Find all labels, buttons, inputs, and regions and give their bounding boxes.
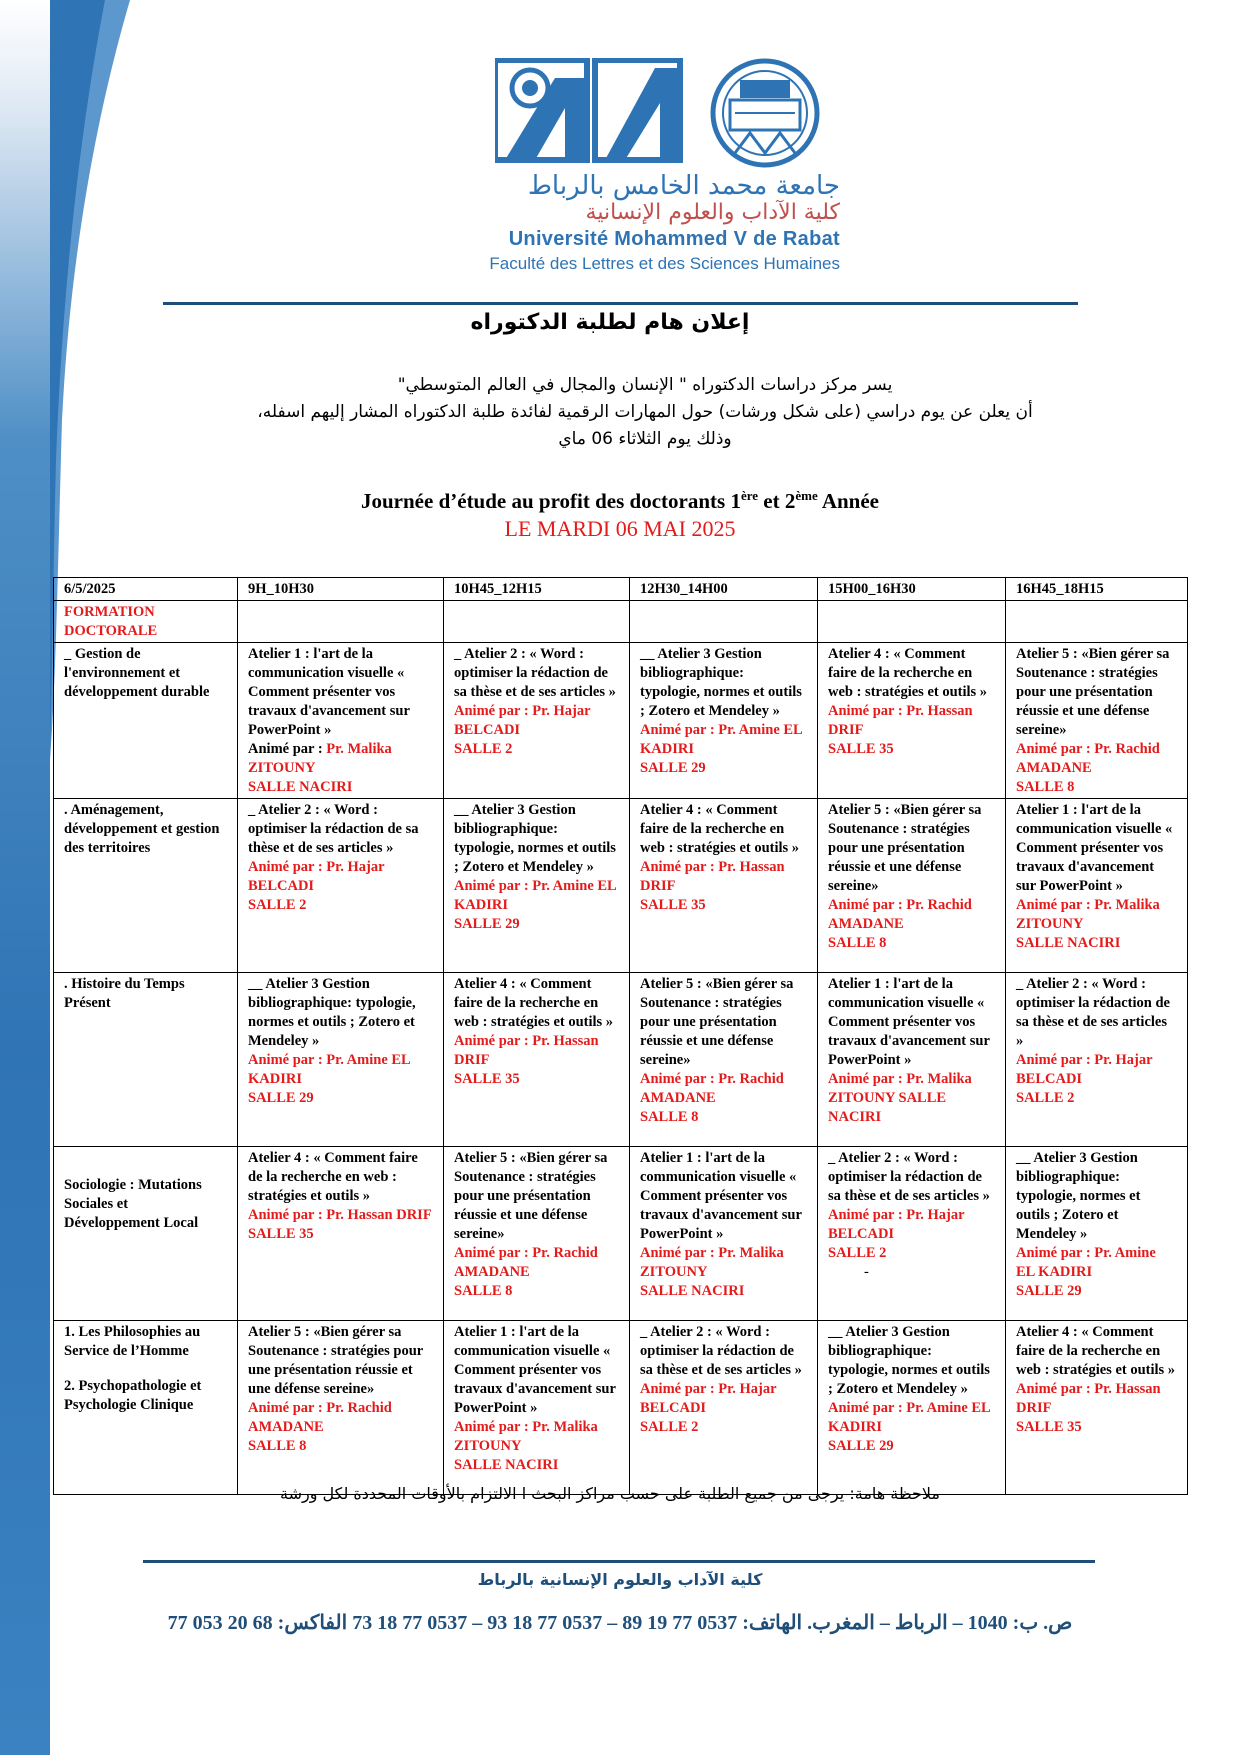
workshop-cell: Atelier 1 : l'art de la communication visuelle « Comment présenter vos travaux d'avancement sur PowerPoint » Animé par : Pr. Malika ZITOUNY SALLE NACIRI <box>238 643 444 799</box>
workshop-cell: __ Atelier 3 Gestion bibliographique: typologie, normes et outils ; Zotero et Mendeley » Animé par : Pr. Amine EL KADIRI SALLE 29 <box>444 799 630 973</box>
workshop-cell: __ Atelier 3 Gestion bibliographique: typologie, normes et outils ; Zotero et Mendeley » Animé par : Pr. Amine EL KADIRI SALLE 29 <box>238 973 444 1147</box>
footer-contact: ص. ب: 1040 – الرباط – المغرب. الهاتف: 0537 77 19 89 – 0537 77 18 93 – 0537 77 18 73 الفاكس: 68 20 053 77 <box>167 1612 1073 1634</box>
table-header-row <box>54 578 1188 601</box>
table-row <box>54 799 1188 973</box>
workshop-cell: Atelier 4 : « Comment faire de la recherche en web : stratégies et outils » Animé par : Pr. Hassan DRIF SALLE 35 <box>1006 1321 1188 1495</box>
header-slot-2: 10H45_12H15 <box>444 578 630 601</box>
workshop-cell: Atelier 1 : l'art de la communication visuelle « Comment présenter vos travaux d'avancement sur PowerPoint » Animé par : Pr. Malika ZITOUNY SALLE NACIRI <box>818 973 1006 1147</box>
workshop-cell: _ Atelier 2 : « Word : optimiser la rédaction de sa thèse et de ses articles » Animé par : Pr. Hajar BELCADI SALLE 2 <box>1006 973 1188 1147</box>
header-date: 6/5/2025 <box>54 578 238 601</box>
workshop-cell: Atelier 5 : «Bien gérer sa Soutenance : stratégies pour une présentation réussie et une défense sereine» Animé par : Pr. Rachid AMADANE SALLE 8 <box>238 1321 444 1495</box>
announcement-line-1: يسر مركز دراسات الدكتوراه " الإنسان والمجال في العالم المتوسطي" <box>397 375 893 395</box>
header-slot-4: 15H00_16H30 <box>818 578 1006 601</box>
workshop-cell: Atelier 4 : « Comment faire de la recherche en web : stratégies et outils » Animé par : Pr. Hassan DRIF SALLE 35 <box>444 973 630 1147</box>
track-cell: . Histoire du Temps Présent <box>54 973 238 1147</box>
workshop-cell: __ Atelier 3 Gestion bibliographique: typologie, normes et outils ; Zotero et Mendeley » Animé par : Pr. Amine EL KADIRI SALLE 29 <box>818 1321 1006 1495</box>
header-slot-5: 16H45_18H15 <box>1006 578 1188 601</box>
important-note: ملاحظة هامة: يرجى من جميع الطلبة على حسب مراكز البحث ا الالتزام بالأوقات المحددة لكل ورشة <box>279 1484 940 1503</box>
header-slot-1: 9H_10H30 <box>238 578 444 601</box>
table-row <box>54 1147 1188 1321</box>
university-logo <box>495 58 840 168</box>
university-name-fr: Université Mohammed V de Rabat <box>508 228 840 250</box>
workshop-cell: Atelier 5 : «Bien gérer sa Soutenance : stratégies pour une présentation réussie et une défense sereine» Animé par : Pr. Rachid AMADANE SALLE 8 <box>1006 643 1188 799</box>
workshop-cell: __ Atelier 3 Gestion bibliographique: typologie, normes et outils ; Zotero et Mendeley » Animé par : Pr. Amine EL KADIRI SALLE 29 <box>1006 1147 1188 1321</box>
workshop-cell: Atelier 5 : «Bien gérer sa Soutenance : stratégies pour une présentation réussie et une défense sereine» Animé par : Pr. Rachid AMADANE SALLE 8 <box>444 1147 630 1321</box>
announcement-line-2: أن يعلن عن يوم دراسي (على شكل ورشات) حول المهارات الرقمية لفائدة طلبة الدكتوراه المشار إليهم اسفله، <box>257 402 1033 422</box>
workshop-cell: Atelier 4 : « Comment faire de la recherche en web : stratégies et outils » Animé par : Pr. Hassan DRIF SALLE 35 <box>238 1147 444 1321</box>
announcement-line-3: وذلك يوم الثلاثاء 06 ماي <box>558 429 732 449</box>
track-cell: . Aménagement, développement et gestion des territoires <box>54 799 238 973</box>
university-name-ar: جامعة محمد الخامس بالرباط <box>527 171 840 201</box>
event-date: LE MARDI 06 MAI 2025 <box>504 516 736 541</box>
announcement-title: إعلان هام لطلبة الدكتوراه <box>470 310 750 335</box>
workshop-cell: Atelier 4 : « Comment faire de la recherche en web : stratégies et outils » Animé par : Pr. Hassan DRIF SALLE 35 <box>630 799 818 973</box>
faculty-name-ar: كلية الآداب والعلوم الإنسانية <box>585 200 840 225</box>
header-slot-3: 12H30_14H00 <box>630 578 818 601</box>
track-cell: _ Gestion de l'environnement et développement durable <box>54 643 238 799</box>
workshop-cell: Atelier 1 : l'art de la communication visuelle « Comment présenter vos travaux d'avancement sur PowerPoint » Animé par : Pr. Malika ZITOUNY SALLE NACIRI <box>630 1147 818 1321</box>
section-row <box>54 601 1188 643</box>
workshop-cell: Atelier 5 : «Bien gérer sa Soutenance : stratégies pour une présentation réussie et une défense sereine» Animé par : Pr. Rachid AMADANE SALLE 8 <box>630 973 818 1147</box>
workshop-cell: _ Atelier 2 : « Word : optimiser la rédaction de sa thèse et de ses articles » Animé par : Pr. Hajar BELCADI SALLE 2 <box>630 1321 818 1495</box>
dash-mark: - <box>864 1264 869 1280</box>
workshop-cell: Atelier 1 : l'art de la communication visuelle « Comment présenter vos travaux d'avancement sur PowerPoint » Animé par : Pr. Malika ZITOUNY SALLE NACIRI <box>1006 799 1188 973</box>
table-row <box>54 973 1188 1147</box>
table-row <box>54 643 1188 799</box>
schedule-table <box>53 577 1188 1495</box>
track-cell: Sociologie : Mutations Sociales et Développement Local <box>54 1147 238 1321</box>
workshop-cell: __ Atelier 3 Gestion bibliographique: typologie, normes et outils ; Zotero et Mendeley » Animé par : Pr. Amine EL KADIRI SALLE 29 <box>630 643 818 799</box>
header-divider <box>163 302 1078 305</box>
workshop-cell: _ Atelier 2 : « Word : optimiser la rédaction de sa thèse et de ses articles » Animé par : Pr. Hajar BELCADI SALLE 2 <box>238 799 444 973</box>
workshop-cell: Atelier 5 : «Bien gérer sa Soutenance : stratégies pour une présentation réussie et une défense sereine» Animé par : Pr. Rachid AMADANE SALLE 8 <box>818 799 1006 973</box>
faculty-name-fr: Faculté des Lettres et des Sciences Humaines <box>489 254 840 273</box>
workshop-cell: _ Atelier 2 : « Word : optimiser la rédaction de sa thèse et de ses articles » Animé par : Pr. Hajar BELCADI SALLE 2 - <box>818 1147 1006 1321</box>
event-title: Journée d’étude au profit des doctorants 1ère et 2ème Année <box>361 488 879 513</box>
track-cell: 1. Les Philosophies au Service de l’Homme 2. Psychopathologie et Psychologie Clinique <box>54 1321 238 1495</box>
workshop-cell: Atelier 4 : « Comment faire de la recherche en web : stratégies et outils » Animé par : Pr. Hassan DRIF SALLE 35 <box>818 643 1006 799</box>
workshop-cell: _ Atelier 2 : « Word : optimiser la rédaction de sa thèse et de ses articles » Animé par : Pr. Hajar BELCADI SALLE 2 <box>444 643 630 799</box>
table-row <box>54 1321 1188 1495</box>
workshop-cell: Atelier 1 : l'art de la communication visuelle « Comment présenter vos travaux d'avancement sur PowerPoint » Animé par : Pr. Malika ZITOUNY SALLE NACIRI <box>444 1321 630 1495</box>
footer-divider <box>143 1560 1095 1563</box>
footer-faculty-name: كلية الآداب والعلوم الإنسانية بالرباط <box>477 1570 763 1589</box>
section-label: FORMATION DOCTORALE <box>54 601 238 643</box>
